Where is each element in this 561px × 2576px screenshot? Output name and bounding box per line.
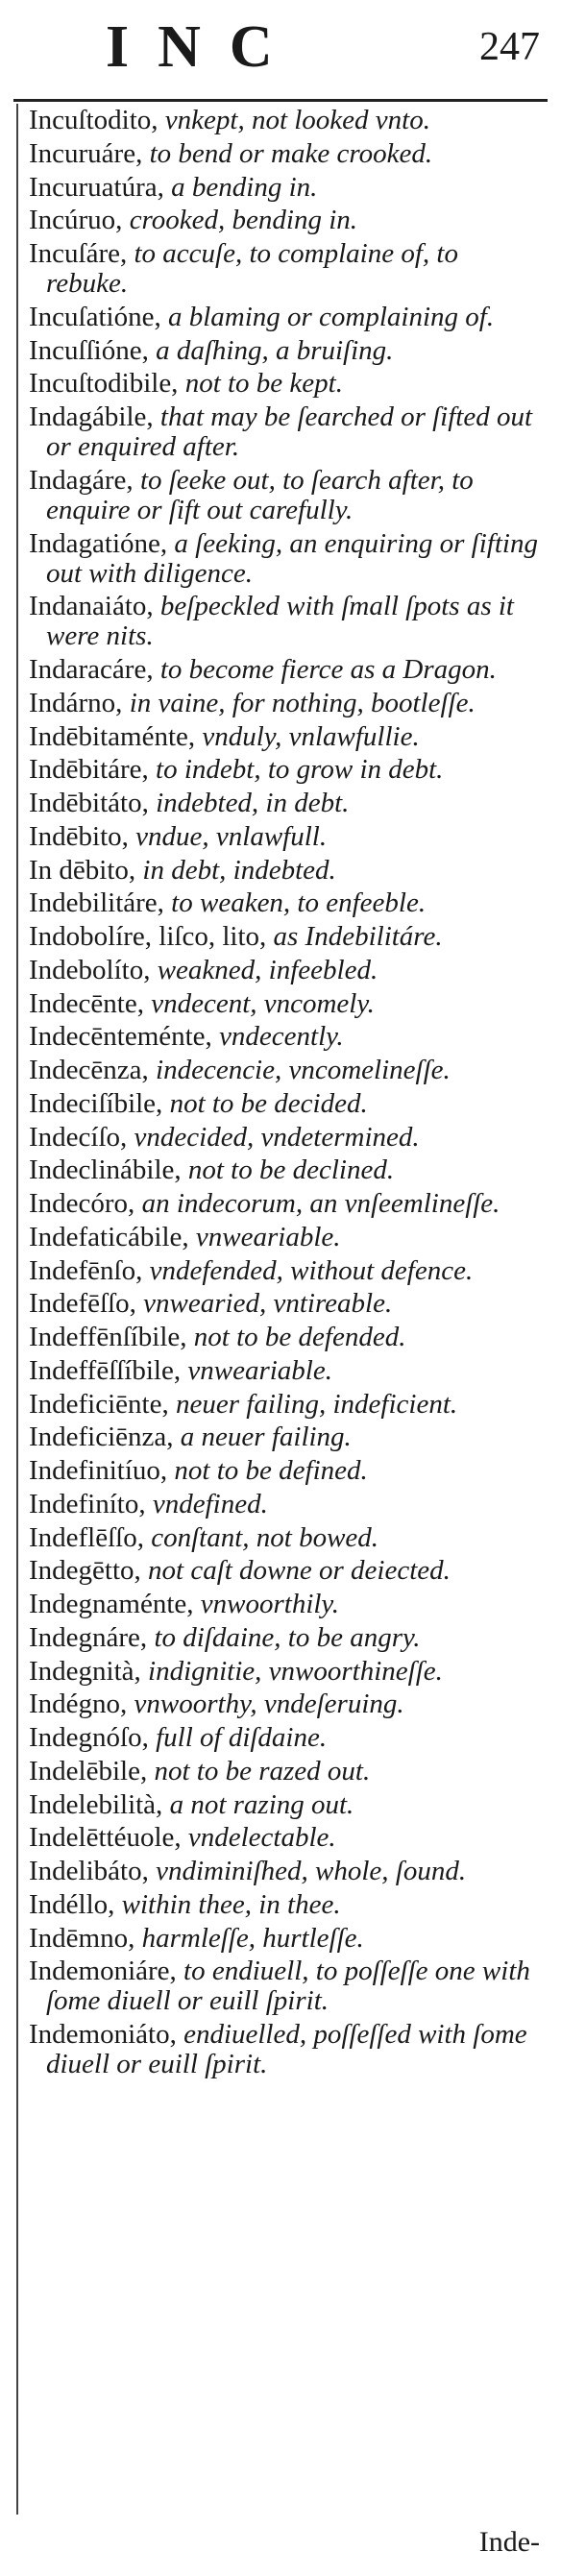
entry-definition: not to be declined. — [181, 1154, 395, 1186]
dictionary-entry — [29, 1956, 540, 2016]
entry-definition: endiuelled, poſſeſſed with ſome diuell or euill ſpirit. — [46, 2019, 527, 2079]
entry-headword: Indeciſíbile, — [29, 1087, 163, 1119]
entry-headword: Indefinitíuo, — [29, 1455, 168, 1486]
entry-headword: Indemoniáto, — [29, 2019, 177, 2050]
entry-headword: Indeffēnſíbile, — [29, 1322, 187, 1352]
entry-headword: Indefēnſo, — [29, 1254, 143, 1286]
entry-headword: Indelibáto, — [29, 1856, 149, 1886]
entry-headword: Indecēnteménte, — [29, 1021, 212, 1053]
dictionary-entry — [29, 822, 540, 852]
entry-headword: Indobolíre, liſco, lito, — [29, 921, 267, 952]
entry-definition: as Indebilitáre. — [266, 921, 443, 952]
entry-headword: Indegētto, — [29, 1555, 141, 1587]
dictionary-entry — [29, 173, 540, 203]
entry-headword: Indēbitáre, — [29, 754, 149, 786]
entry-headword: Indégno, — [29, 1689, 128, 1720]
dictionary-entries — [29, 106, 540, 2083]
entry-definition: vnduly, vnlawfullie. — [195, 720, 420, 752]
entry-definition: not caſt downe or deiected. — [140, 1555, 451, 1587]
entry-headword: Indárno, — [29, 687, 123, 718]
entry-definition: conſtant, not bowed. — [143, 1521, 379, 1553]
dictionary-entry — [29, 1256, 540, 1286]
entry-headword: Indeficiēnte, — [29, 1388, 169, 1420]
dictionary-entry — [29, 1390, 540, 1420]
dictionary-entry — [29, 1422, 540, 1452]
entry-definition: a bending in. — [163, 171, 318, 203]
entry-headword: In dēbito, — [29, 854, 136, 886]
entry-headword: Incuſtodito, — [29, 105, 159, 135]
dictionary-entry — [29, 1757, 540, 1786]
dictionary-entry — [29, 789, 540, 818]
dictionary-entry — [29, 1723, 540, 1753]
entry-definition: crooked, bending in. — [122, 205, 357, 236]
entry-definition: vnweariable. — [188, 1221, 341, 1252]
entry-headword: Indēbitaménte, — [29, 720, 196, 752]
entry-definition: weakned, infeebled. — [150, 954, 378, 985]
entry-headword: Indelēttéuole, — [29, 1822, 182, 1854]
dictionary-entry — [29, 106, 540, 135]
dictionary-entry — [29, 722, 540, 752]
entry-headword: Indefēſſo, — [29, 1288, 136, 1320]
entry-definition: to indebt, to grow in debt. — [148, 754, 444, 786]
entry-headword: Indagábile, — [29, 401, 154, 432]
entry-definition: to bend or make crooked. — [142, 137, 433, 169]
entry-headword: Indefiníto, — [29, 1488, 146, 1519]
entry-definition: to accuſe, to complaine of, to rebuke. — [46, 238, 458, 299]
entry-headword: Indebilitáre, — [29, 887, 164, 919]
entry-definition: vndefended, without defence. — [142, 1254, 474, 1286]
entry-headword: Indecíſo, — [29, 1121, 128, 1153]
dictionary-entry — [29, 1123, 540, 1153]
entry-definition: to weaken, to enfeeble. — [163, 887, 427, 919]
dictionary-entry — [29, 402, 540, 462]
dictionary-entry — [29, 1556, 540, 1586]
entry-headword: Indēbito, — [29, 820, 129, 852]
entry-definition: indebted, in debt. — [148, 788, 350, 818]
dictionary-entry — [29, 689, 540, 718]
entry-headword: Indēbitáto, — [29, 788, 149, 818]
entry-headword: Indecēnza, — [29, 1055, 149, 1085]
catchword: Inde- — [478, 2526, 540, 2558]
dictionary-entry — [29, 1790, 540, 1820]
entry-definition: in vaine, for nothing, bootleſſe. — [122, 687, 476, 718]
dictionary-entry — [29, 1323, 540, 1352]
dictionary-entry — [29, 1657, 540, 1687]
dictionary-entry — [29, 239, 540, 299]
dictionary-entry — [29, 1056, 540, 1085]
entry-definition: not to be defended. — [186, 1322, 406, 1352]
entry-headword: Indelebilità, — [29, 1788, 163, 1820]
entry-definition: indecencie, vncomelineſſe. — [148, 1055, 451, 1085]
entry-definition: not to be decided. — [162, 1087, 368, 1119]
entry-headword: Indegnáre, — [29, 1621, 148, 1653]
entry-headword: Incuruáre, — [29, 137, 143, 169]
entry-definition: vndue, vnlawfull. — [128, 820, 328, 852]
header-rule — [13, 99, 548, 102]
entry-headword: Indelēbile, — [29, 1755, 148, 1786]
dictionary-entry — [29, 1189, 540, 1219]
dictionary-entry — [29, 888, 540, 918]
dictionary-entry — [29, 1022, 540, 1052]
dictionary-entry — [29, 1089, 540, 1119]
entry-headword: Indagatióne, — [29, 527, 168, 559]
entry-definition: vnwoorthy, vndeſeruing. — [127, 1689, 404, 1720]
dictionary-entry — [29, 1823, 540, 1853]
entry-headword: Indeflēſſo, — [29, 1521, 144, 1553]
entry-headword: Indeficiēnza, — [29, 1422, 174, 1453]
dictionary-entry — [29, 1155, 540, 1185]
entry-headword: Indemoniáre, — [29, 1956, 177, 1987]
dictionary-entry — [29, 1223, 540, 1252]
entry-definition: vndefined. — [145, 1488, 268, 1519]
dictionary-entry — [29, 655, 540, 685]
entry-headword: Indeffēſſíbile, — [29, 1354, 182, 1386]
entry-definition: vndecided, vndetermined. — [127, 1121, 420, 1153]
entry-definition: a neuer failing. — [173, 1422, 352, 1453]
dictionary-entry — [29, 303, 540, 332]
dictionary-entry — [29, 755, 540, 785]
entry-headword: Indaracáre, — [29, 654, 154, 685]
entry-definition: full of diſdaine. — [148, 1722, 328, 1753]
entry-headword: Indebolíto, — [29, 954, 151, 985]
entry-definition: vnkept, not looked vnto. — [158, 105, 430, 135]
entry-definition: not to be defined. — [167, 1455, 368, 1486]
entry-definition: vndecently. — [211, 1021, 344, 1053]
dictionary-entry — [29, 1857, 540, 1886]
entry-headword: Incuſatióne, — [29, 301, 161, 332]
entry-definition: a blaming or complaining of. — [160, 301, 495, 332]
entry-headword: Incúruo, — [29, 205, 123, 236]
entry-definition: that may be ſearched or ſifted out or enquired after. — [46, 401, 533, 462]
entry-definition: a daſhing, a bruiſing. — [148, 334, 394, 366]
entry-definition: beſpeckled with ſmall ſpots as it were nits. — [46, 591, 514, 652]
dictionary-entry — [29, 2020, 540, 2079]
entry-definition: vnweariable. — [181, 1354, 332, 1386]
entry-definition: not to be razed out. — [147, 1755, 371, 1786]
entry-definition: vndelectable. — [181, 1822, 336, 1854]
dictionary-entry — [29, 1890, 540, 1920]
entry-headword: Incuſſióne, — [29, 334, 149, 366]
running-head: INC — [106, 14, 302, 80]
entry-headword: Indéllo, — [29, 1888, 115, 1920]
dictionary-entry — [29, 369, 540, 399]
entry-definition: an indecorum, an vnſeemlineſſe. — [134, 1188, 500, 1219]
dictionary-entry — [29, 529, 540, 589]
dictionary-entry — [29, 1924, 540, 1954]
entry-headword: Incuſáre, — [29, 238, 128, 269]
entry-definition: to ſeeke out, to ſearch after, to enquire or ſift out carefully. — [46, 464, 474, 525]
dictionary-entry — [29, 1623, 540, 1653]
dictionary-entry — [29, 856, 540, 886]
entry-definition: harmleſſe, hurtleſſe. — [134, 1922, 364, 1954]
entry-definition: to become fierce as a Dragon. — [153, 654, 497, 685]
entry-definition: not to be kept. — [178, 368, 343, 400]
entry-definition: a not razing out. — [162, 1788, 354, 1820]
entry-definition: to endiuell, to poſſeſſe one with ſome diuell or euill ſpirit. — [46, 1956, 530, 2017]
dictionary-entry — [29, 1289, 540, 1319]
entry-headword: Indefaticábile, — [29, 1221, 189, 1252]
entry-headword: Indegnità, — [29, 1655, 141, 1687]
entry-headword: Incuruatúra, — [29, 171, 164, 203]
entry-definition: vnwearied, vntireable. — [135, 1288, 393, 1320]
entry-headword: Incuſtodibile, — [29, 368, 179, 400]
dictionary-entry — [29, 1689, 540, 1719]
dictionary-entry — [29, 922, 540, 952]
dictionary-entry — [29, 1456, 540, 1486]
margin-line — [16, 104, 18, 2515]
entry-headword: Indecēnte, — [29, 987, 144, 1019]
entry-definition: a ſeeking, an enquiring or ſifting out with diligence. — [46, 527, 538, 589]
page-header — [0, 0, 561, 106]
entry-definition: vndecent, vncomely. — [143, 987, 375, 1019]
dictionary-entry — [29, 592, 540, 651]
dictionary-entry — [29, 989, 540, 1019]
entry-headword: Indagáre, — [29, 464, 134, 496]
dictionary-entry — [29, 1523, 540, 1553]
entry-definition: vndiminiſhed, whole, ſound. — [148, 1856, 467, 1886]
dictionary-entry — [29, 1590, 540, 1619]
entry-headword: Indecóro, — [29, 1188, 135, 1219]
entry-headword: Indegnóſo, — [29, 1722, 149, 1753]
dictionary-entry — [29, 1356, 540, 1386]
page-number: 247 — [479, 25, 540, 69]
entry-definition: within thee, in thee. — [114, 1888, 341, 1920]
dictionary-entry — [29, 466, 540, 525]
entry-definition: vnwoorthily. — [193, 1589, 339, 1619]
dictionary-entry — [29, 139, 540, 169]
dictionary-entry — [29, 956, 540, 985]
entry-headword: Indēmno, — [29, 1922, 135, 1954]
entry-definition: to diſdaine, to be angry. — [147, 1621, 421, 1653]
entry-headword: Indeclinábile, — [29, 1154, 182, 1186]
dictionary-entry — [29, 206, 540, 235]
entry-definition: indignitie, vnwoorthineſſe. — [140, 1655, 443, 1687]
entry-headword: Indegnaménte, — [29, 1589, 194, 1619]
entry-definition: in debt, indebted. — [135, 854, 336, 886]
entry-headword: Indanaiáto, — [29, 591, 154, 622]
entry-definition: neuer failing, indeficient. — [168, 1388, 458, 1420]
dictionary-entry — [29, 1490, 540, 1519]
dictionary-entry — [29, 336, 540, 366]
